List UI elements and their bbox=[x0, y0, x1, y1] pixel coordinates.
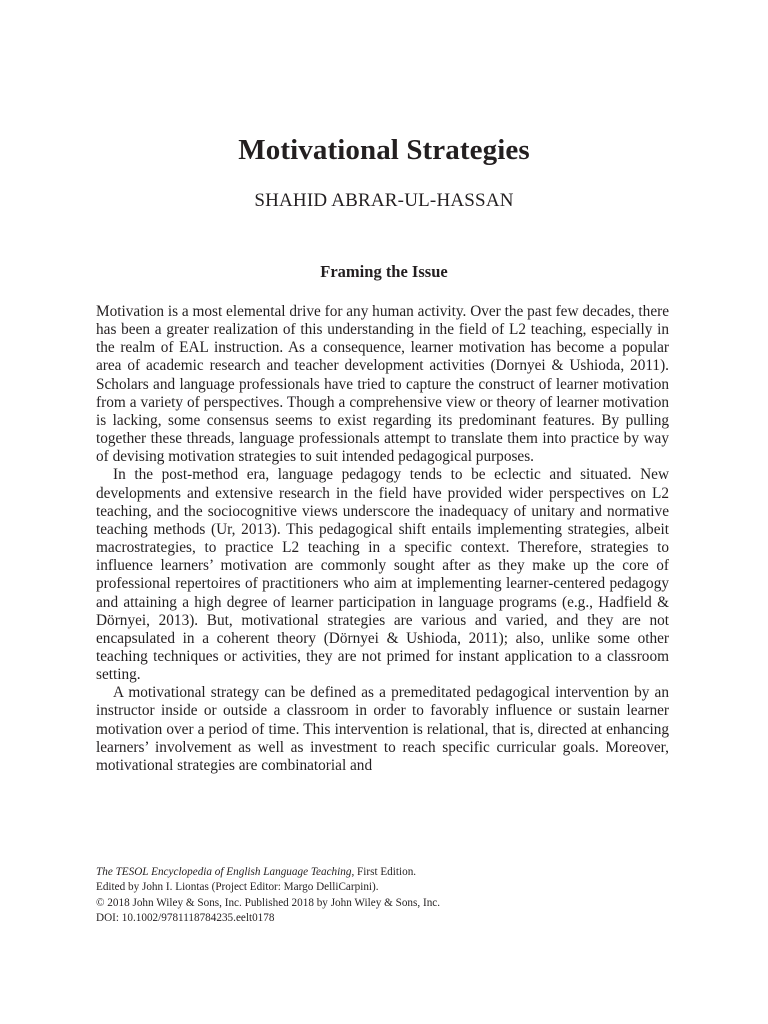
publication-footer bbox=[96, 865, 669, 926]
footer-edited-by: Edited by John I. Liontas (Project Editor: Margo DelliCarpini). bbox=[96, 881, 379, 894]
footer-doi: DOI: 10.1002/9781118784235.eelt0178 bbox=[96, 911, 275, 924]
article-title: Motivational Strategies bbox=[238, 134, 530, 166]
paragraph-1: Motivation is a most elemental drive for any human activity. Over the past few decades, there has been a greater realization of this understanding in the field of L2 teaching, especially in the realm of EAL instruction. As a consequence, learner motivation has become a popular area of academic research and teacher development activities (Dornyei & Ushioda, 2011). Scholars and language professionals have tried to capture the construct of learner motivation from a variety of perspectives. Though a comprehensive view or theory of learner motivation is lacking, some consensus seems to exist regarding its predominant features. By pulling together these threads, language professionals attempt to translate them into practice by way of devising motivation strategies to suit intended pedagogical purposes. bbox=[96, 303, 669, 466]
footer-source-line bbox=[96, 865, 669, 880]
article-body bbox=[96, 303, 669, 775]
paragraph-2: In the post-method era, language pedagogy tends to be eclectic and situated. New developments and extensive research in the field have provided wider perspectives on L2 teaching, and the sociocognitive views underscore the inadequacy of unitary and normative teaching methods (Ur, 2013). This pedagogical shift entails implementing strategies, albeit macrostrategies, to practice L2 teaching in a specific context. Therefore, strategies to influence learners’ motivation are commonly sought after as they make up the core of professional repertoires of practitioners who aim at implementing learner-centered pedagogy and attaining a high degree of learner participation in language programs (e.g., Hadfield & Dörnyei, 2013). But, motivational strategies are various and varied, and they are not encapsulated in a coherent theory (Dörnyei & Ushioda, 2011); also, unlike some other teaching techniques or activities, they are not primed for instant application to a classroom setting. bbox=[96, 466, 669, 684]
paragraph-3: A motivational strategy can be defined as a premeditated pedagogical intervention by an instructor inside or outside a classroom in order to favorably influence or sustain learner motivation over a period of time. This intervention is relational, that is, directed at enhancing learners’ involvement as well as investment to reach specific curricular goals. Moreover, motivational strategies are combinatorial and bbox=[96, 684, 669, 774]
section-heading: Framing the Issue bbox=[320, 262, 448, 281]
footer-copyright: © 2018 John Wiley & Sons, Inc. Published 2018 by John Wiley & Sons, Inc. bbox=[96, 896, 441, 909]
article-author: SHAHID ABRAR-UL-HASSAN bbox=[254, 190, 514, 211]
footer-book-title: The TESOL Encyclopedia of English Language Teaching bbox=[96, 866, 352, 878]
footer-edition: , First Edition. bbox=[351, 866, 417, 878]
